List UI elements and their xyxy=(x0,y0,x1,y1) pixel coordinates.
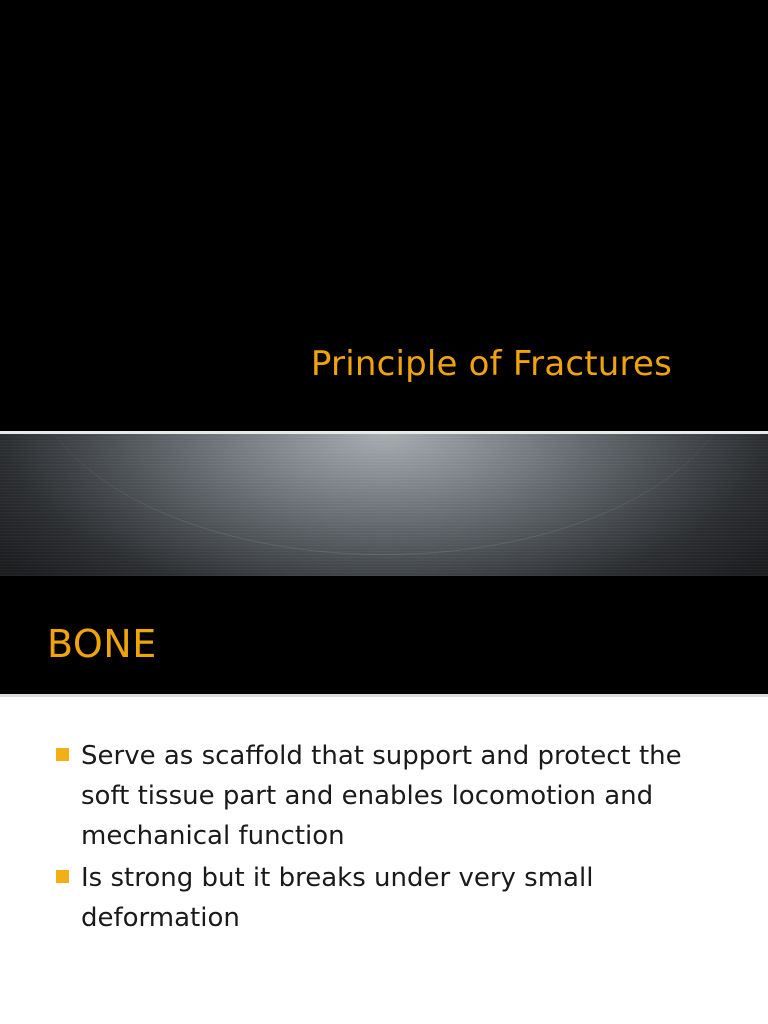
bullet-text: Serve as scaffold that support and protect the soft tissue part and enables locomotion and mechanical function xyxy=(81,741,682,851)
slide-title: Principle of Fractures xyxy=(310,344,672,384)
bullet-text: Is strong but it breaks under very small deformation xyxy=(81,863,594,933)
slide-heading: BONE xyxy=(47,622,157,666)
square-bullet-icon xyxy=(56,870,69,883)
decorative-arc xyxy=(30,434,738,555)
header-divider xyxy=(0,694,768,697)
square-bullet-icon xyxy=(56,748,69,761)
content-slide xyxy=(0,576,768,1024)
content-slide-header xyxy=(0,576,768,694)
bullet-list xyxy=(56,736,736,940)
title-area xyxy=(0,0,768,430)
bullet-item xyxy=(56,858,736,938)
decorative-gradient-band xyxy=(0,434,768,576)
bullet-item xyxy=(56,736,736,856)
